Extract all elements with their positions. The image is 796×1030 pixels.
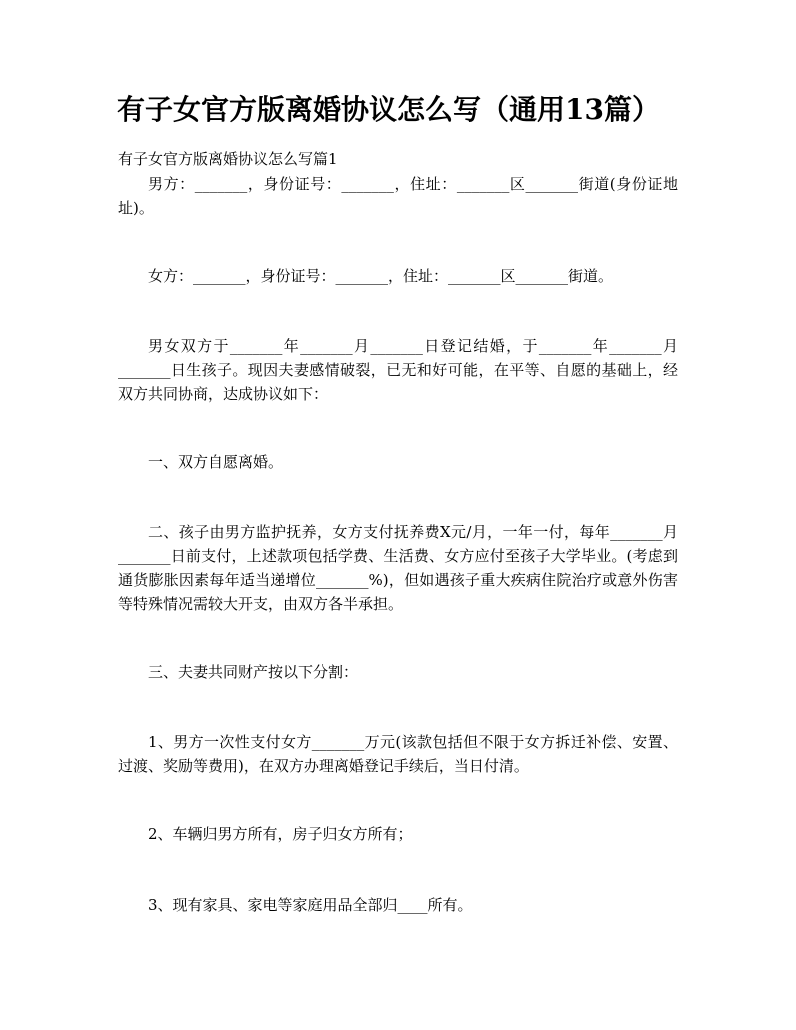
paragraph-clause-3: 三、夫妻共同财产按以下分割：	[148, 663, 359, 681]
paragraph-clause-2: 二、孩子由男方监护抚养，女方支付抚养费X元/月，一年一付，每年_______月_______日前支付，上述款项包括学费、生活费、女方应付至孩子大学毕业。(考虑到通货膨胀因素每年适当递增位_______%)，但如遇孩子重大疾病住院治疗或意外伤害等特殊情况需较大开支，由双方各半承担。	[118, 523, 678, 613]
paragraph-marriage-info: 男女双方于_______年_______月_______日登记结婚，于_______年_______月_______日生孩子。现因夫妻感情破裂，已无和好可能，在平等、自愿的基础上，经双方共同协商，达成协议如下：	[118, 337, 678, 403]
document-title: 有子女官方版离婚协议怎么写（通用13篇）	[117, 93, 660, 126]
paragraph-item-3: 3、现有家具、家电等家庭用品全部归____所有。	[148, 896, 473, 914]
paragraph-item-1: 1、男方一次性支付女方_______万元(该款包括但不限于女方拆迁补偿、安置、过渡、奖励等费用)，在双方办理离婚登记手续后，当日付清。	[118, 733, 678, 775]
paragraph-husband-info: 男方：_______，身份证号：_______，住址：_______区_______街道(身份证地址)。	[118, 175, 678, 217]
paragraph-item-2: 2、车辆归男方所有，房子归女方所有；	[148, 825, 413, 843]
section-heading: 有子女官方版离婚协议怎么写篇1	[118, 150, 338, 168]
paragraph-wife-info: 女方：_______，身份证号：_______，住址：_______区_______街道。	[148, 267, 614, 285]
paragraph-clause-1: 一、双方自愿离婚。	[148, 453, 284, 471]
